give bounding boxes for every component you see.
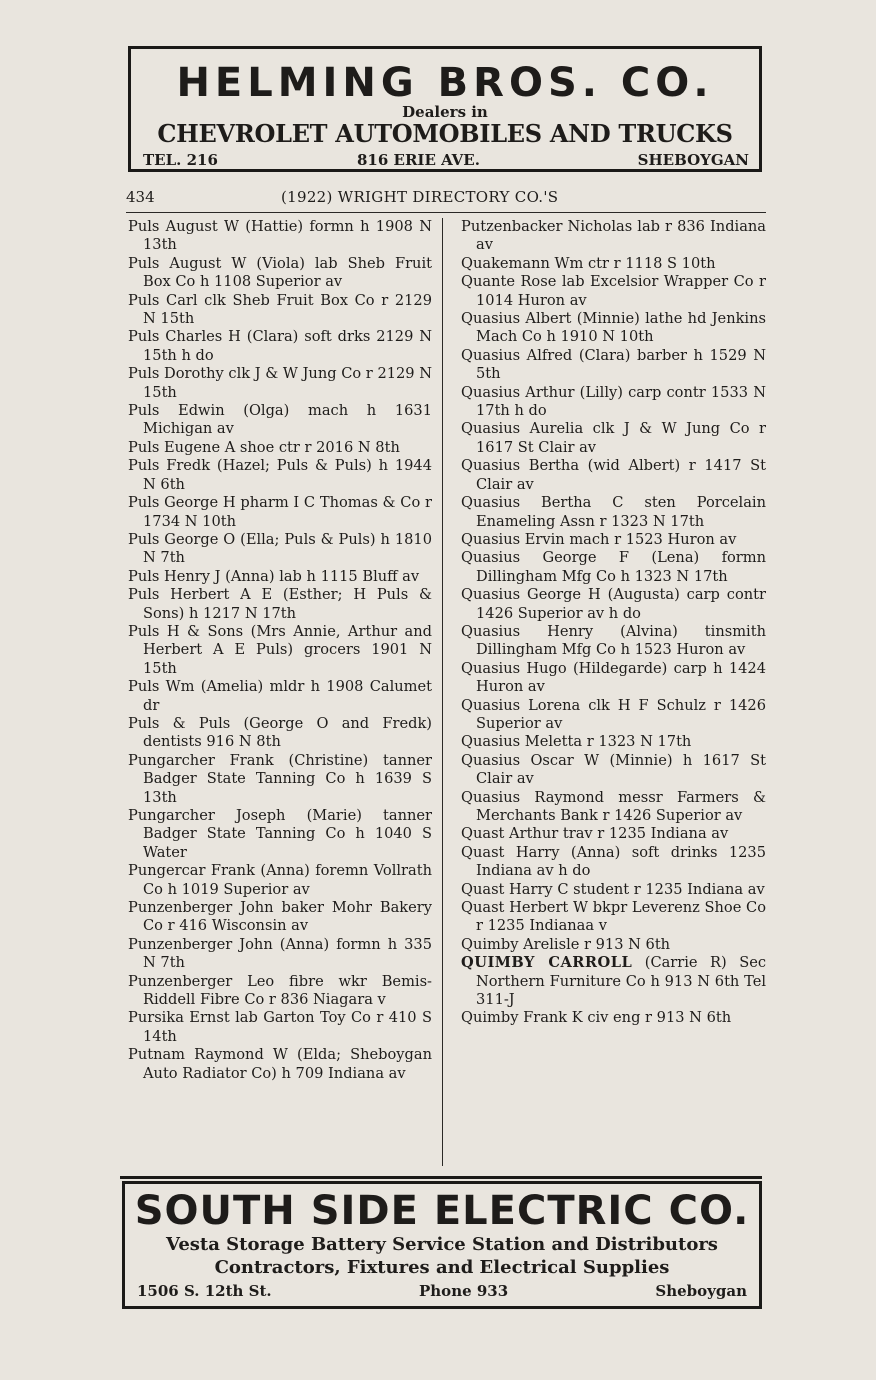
running-header [126,186,766,213]
left-column [128,218,432,1083]
list-item: Quasius Henry (Alvina) tinsmith Dillingham Mfg Co h 1523 Huron av [461,622,766,659]
list-item: Quimby Frank K civ eng r 913 N 6th [461,1009,732,1027]
ad-services-line: Vesta Storage Battery Service Station and Distributors [166,1234,718,1255]
list-item: Pungercar Frank (Anna) foremn Vollrath Co h 1019 Superior av [128,862,432,898]
list-item: Quast Harry C student r 1235 Indiana av [461,880,765,898]
directory-title: (1922) WRIGHT DIRECTORY CO.'S [281,188,559,206]
list-item: Quasius Ervin mach r 1523 Huron av [461,530,737,548]
right-column [461,218,766,1028]
list-item: Quasius Oscar W (Minnie) h 1617 St Clair av [461,751,766,788]
list-item: Quasius Arthur (Lilly) carp contr 1533 N 17th h do [461,383,766,420]
listing-detail: Sec Northern Furniture Co h 913 N 6th Tel 311-J [476,954,767,1009]
list-item: Punzenberger John baker Mohr Bakery Co r 416 Wisconsin av [128,899,432,935]
list-item: Quimby Arelisle r 913 N 6th [461,935,671,953]
list-item: Quasius George H (Augusta) carp contr 1426 Superior av h do [461,586,766,622]
list-item: Puls & Puls (George O and Fredk) dentists 916 N 8th [128,714,432,751]
list-item: Pungarcher Frank (Christine) tanner Badger State Tanning Co h 1639 S 13th [128,751,432,806]
list-item: Puls Herbert A E (Esther; H Puls & Sons) h 1217 N 17th [128,586,432,622]
list-item: Quasius Meletta r 1323 N 17th [461,733,692,751]
ad-address: 816 ERIE AVE. [357,151,480,169]
list-item: Puls Carl clk Sheb Fruit Box Co r 2129 N 15th [128,291,432,328]
list-item: Quast Harry (Anna) soft drinks 1235 Indiana av h do [461,843,766,880]
ad-telephone: TEL. 216 [143,151,218,169]
listing-spouse: (Carrie R) [644,954,727,972]
ad-supplies-line: Contractors, Fixtures and Electrical Supplies [214,1257,670,1278]
list-item: Puls Henry J (Anna) lab h 1115 Bluff av [128,567,420,585]
ad-city: SHEBOYGAN [637,151,749,169]
list-item: Puls Wm (Amelia) mldr h 1908 Calumet dr [128,678,432,714]
list-item: Punzenberger Leo fibre wkr Bemis-Riddell Fibre Co r 836 Niagara v [128,972,432,1009]
helming-bros-advertisement [128,46,762,172]
list-item: Quasius Bertha (wid Albert) r 1417 St Clair av [461,457,766,493]
south-side-electric-advertisement [122,1181,762,1309]
list-item: Puls Edwin (Olga) mach h 1631 Michigan av [128,402,432,438]
ad-phone: Phone 933 [419,1282,509,1300]
list-item: Puls George H pharm I C Thomas & Co r 1734 N 10th [128,494,432,530]
list-item: Quasius Hugo (Hildegarde) carp h 1424 Huron av [461,659,766,696]
list-item: Quasius Alfred (Clara) barber h 1529 N 5th [461,346,766,383]
list-item-quimby-carroll [461,954,766,1009]
list-item: Puls Dorothy clk J & W Jung Co r 2129 N 15th [128,365,432,401]
list-item: Quasius Aurelia clk J & W Jung Co r 1617 St Clair av [461,420,766,456]
list-item: Punzenberger John (Anna) formn h 335 N 7th [128,935,432,972]
divider [120,1176,762,1179]
list-item: Quante Rose lab Excelsior Wrapper Co r 1014 Huron av [461,273,766,309]
list-item: Quasius Bertha C sten Porcelain Enameling Assn r 1323 N 17th [461,494,766,530]
list-item: Puls H & Sons (Mrs Annie, Arthur and Herbert A E Puls) grocers 1901 N 15th [128,622,432,677]
ad-company-name: HELMING BROS. CO. [176,60,714,106]
ad-products: CHEVROLET AUTOMOBILES AND TRUCKS [157,119,733,148]
list-item: Quasius Raymond messr Farmers & Merchants Bank r 1426 Superior av [461,788,766,824]
list-item: Putnam Raymond W (Elda; Sheboygan Auto Radiator Co) h 709 Indiana av [128,1046,432,1082]
list-item: Quasius Albert (Minnie) lathe hd Jenkins Mach Co h 1910 N 10th [461,310,766,346]
list-item: Puls George O (Ella; Puls & Puls) h 1810 N 7th [128,530,432,567]
ad-city: Sheboygan [655,1282,747,1300]
list-item: Puls August W (Viola) lab Sheb Fruit Box Co h 1108 Superior av [128,254,432,291]
list-item: Quakemann Wm ctr r 1118 S 10th [461,254,716,272]
page-number: 434 [126,188,155,206]
ad-dealers-label: Dealers in [402,103,488,121]
list-item: Putzenbacker Nicholas lab r 836 Indiana av [461,218,766,254]
ad-address: 1506 S. 12th St. [137,1282,272,1300]
list-item: Puls August W (Hattie) formn h 1908 N 13th [128,218,432,254]
list-item: Quasius George F (Lena) formn Dillingham Mfg Co h 1323 N 17th [461,549,766,585]
list-item: Quast Herbert W bkpr Leverenz Shoe Co r 1235 Indianaa v [461,899,766,935]
column-divider [442,218,443,1166]
list-item: Puls Fredk (Hazel; Puls & Puls) h 1944 N 6th [128,457,432,493]
list-item: Quasius Lorena clk H F Schulz r 1426 Superior av [461,696,766,732]
list-item: Pungarcher Joseph (Marie) tanner Badger State Tanning Co h 1040 S Water [128,807,432,861]
list-item: Puls Charles H (Clara) soft drks 2129 N 15th h do [128,328,432,364]
list-item: Quast Arthur trav r 1235 Indiana av [461,825,729,843]
ad-company-name: SOUTH SIDE ELECTRIC CO. [134,1188,750,1234]
bold-listing-name: QUIMBY CARROLL [461,954,633,972]
list-item: Puls Eugene A shoe ctr r 2016 N 8th [128,438,400,456]
list-item: Pursika Ernst lab Garton Toy Co r 410 S 14th [128,1009,432,1045]
